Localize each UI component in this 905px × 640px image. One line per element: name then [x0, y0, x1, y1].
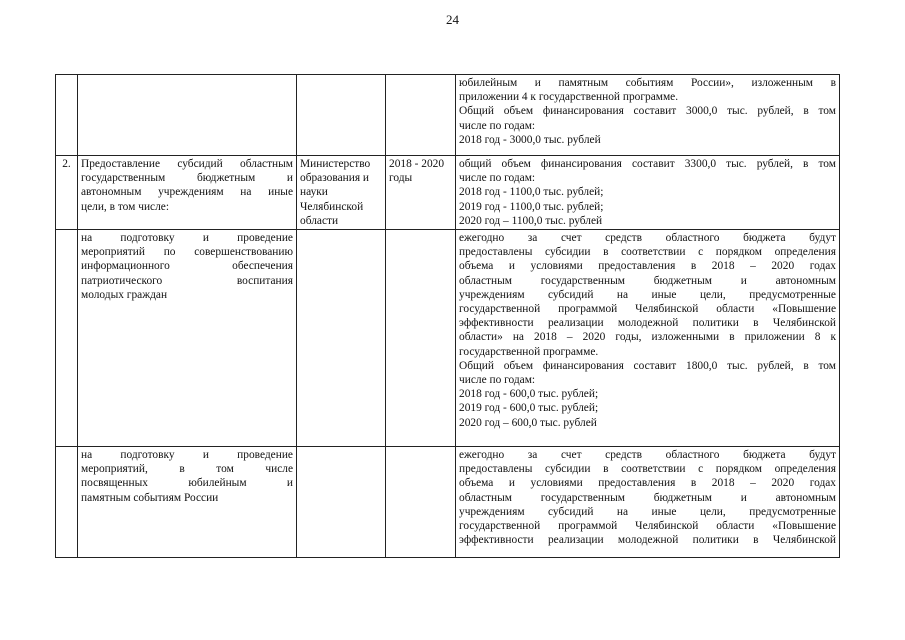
text-line: предоставлены субсидии в соответствии с порядком определения [459, 246, 836, 259]
text-line: приложении 4 к государственной программе. [459, 91, 679, 104]
text-line: объема и условиями предоставления в 2018 – 2020 годах [459, 260, 836, 273]
text-line: информационного обеспечения [81, 260, 293, 273]
text-line: посвященных юбилейным и [81, 477, 293, 490]
text-line: 2018 год - 600,0 тыс. рублей; [459, 388, 599, 401]
text-line: государственным бюджетным и [81, 172, 293, 185]
measure-name-cell [78, 230, 297, 447]
text-line: области [300, 214, 339, 227]
text-line: 2018 год - 1100,0 тыс. рублей; [459, 186, 604, 199]
text-line: областным государственным бюджетным и автономным [459, 491, 836, 504]
period-cell [386, 447, 456, 558]
measure-name-cell [78, 447, 297, 558]
text-line: государственной программе. [459, 345, 599, 358]
text-line: учреждениям субсидий на иные цели, предусмотренные [459, 505, 836, 518]
text-line: патриотического воспитания [81, 274, 293, 287]
text-line: мероприятий, в том числе [81, 463, 293, 476]
measure-name-cell [78, 75, 297, 156]
text-line: Общий объем финансирования составит 1800,0 тыс. рублей, в том [459, 359, 836, 372]
text-line: Челябинской [300, 200, 364, 213]
description-cell [456, 230, 840, 447]
text-line: числе по годам: [459, 374, 536, 387]
text-line: эффективности реализации молодежной политики в Челябинской [459, 317, 836, 330]
row-number-cell: 2. [56, 156, 78, 230]
text-line: 2020 год – 600,0 тыс. рублей [459, 416, 597, 429]
text-line: Предоставление субсидий областным [81, 158, 293, 170]
description-cell [456, 75, 840, 156]
row-number-cell [56, 230, 78, 447]
text-line: государственной программой Челябинской области «Повышение [459, 520, 836, 533]
text-line: общий объем финансирования составит 3300,0 тыс. рублей, в том [459, 158, 836, 170]
table-row [56, 447, 840, 558]
table-row [56, 156, 840, 230]
executor-cell [297, 447, 386, 558]
period-cell: 2018 - 2020 годы [386, 156, 456, 230]
period-cell [386, 230, 456, 447]
text-line: предоставлены субсидии в соответствии с порядком определения [459, 463, 836, 476]
text-line: областным государственным бюджетным и автономным [459, 274, 836, 287]
text-line: 2019 год - 1100,0 тыс. рублей; [459, 200, 604, 213]
text-line: 2020 год – 1100,0 тыс. рублей [459, 214, 603, 227]
executor-cell [297, 156, 386, 230]
text-line: эффективности реализации молодежной политики в Челябинской [459, 534, 836, 547]
row-number-cell [56, 75, 78, 156]
text-line: молодых граждан [81, 288, 168, 301]
text-line: автономным учреждениям на иные [81, 186, 293, 199]
text-line: государственной программой Челябинской области «Повышение [459, 303, 836, 316]
text-line: области» на 2018 – 2020 годы, изложенными в приложении 8 к [459, 331, 836, 344]
text-line: Министерство [300, 158, 371, 170]
table-row [56, 230, 840, 447]
text-line: на подготовку и проведение [81, 449, 293, 462]
text-line: ежегодно за счет средств областного бюджета будут [459, 449, 836, 462]
period-cell [386, 75, 456, 156]
text-line: числе по годам: [459, 172, 536, 185]
text-line: 2019 год - 600,0 тыс. рублей; [459, 402, 599, 415]
text-line: Общий объем финансирования составит 3000,0 тыс. рублей, в том [459, 105, 836, 118]
executor-cell [297, 75, 386, 156]
text-line: 2018 год - 3000,0 тыс. рублей [459, 133, 601, 146]
text-line: юбилейным и памятным событиям России», изложенным в [459, 77, 836, 89]
table-body [56, 75, 840, 558]
text-line: объема и условиями предоставления в 2018 – 2020 годах [459, 477, 836, 490]
text-line: ежегодно за счет средств областного бюджета будут [459, 232, 836, 245]
text-line: образования и [300, 172, 370, 185]
row-number-cell [56, 447, 78, 558]
text-line: цели, в том числе: [81, 200, 169, 213]
description-cell [456, 447, 840, 558]
text-line: мероприятий по совершенствованию [81, 246, 293, 259]
text-line: на подготовку и проведение [81, 232, 293, 245]
page-number: 24 [446, 12, 459, 27]
program-table [55, 74, 840, 558]
description-cell [456, 156, 840, 230]
text-line: учреждениям субсидий на иные цели, предусмотренные [459, 288, 836, 301]
text-line: числе по годам: [459, 119, 536, 132]
table-row [56, 75, 840, 156]
text-line: науки [300, 186, 328, 199]
measure-name-cell [78, 156, 297, 230]
executor-cell [297, 230, 386, 447]
text-line: памятным событиям России [81, 491, 219, 504]
